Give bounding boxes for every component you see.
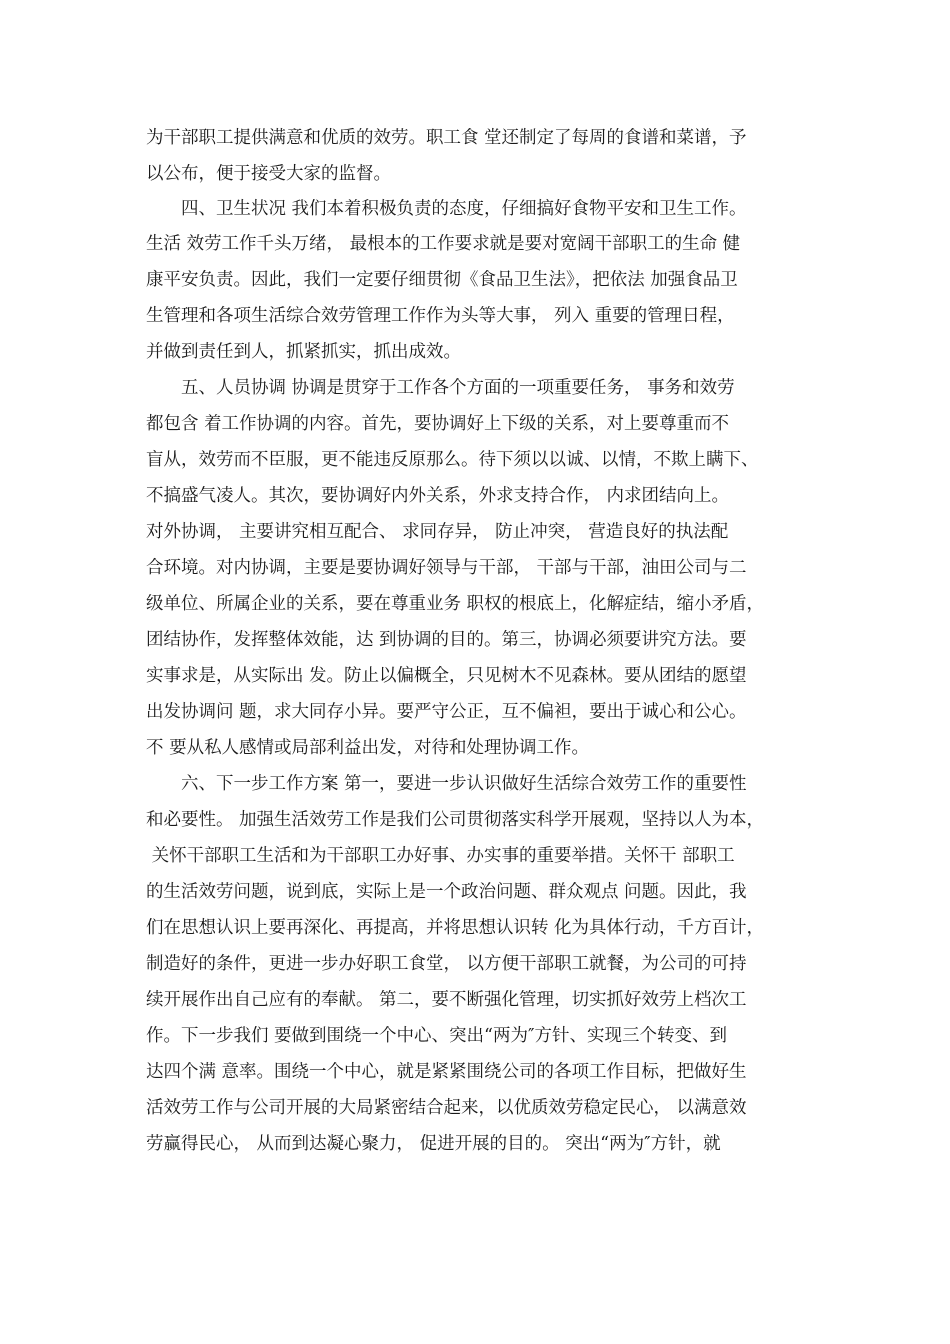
body-text-line: 关怀干部职工生活和为干部职工办好事、办实事的重要举措。关怀干 部职工 [146, 846, 735, 866]
body-text-line: 和必要性。 加强生活效劳工作是我们公司贯彻落实科学开展观，坚持以人为本， [146, 810, 765, 830]
body-text-line: 五、人员协调 协调是贯穿于工作各个方面的一项重要任务， 事务和效劳 [146, 378, 735, 398]
body-text-line: 续开展作出自己应有的奉献。 第二，要不断强化管理，切实抓好效劳上档次工 [146, 990, 747, 1010]
body-text-line: 生管理和各项生活综合效劳管理工作作为头等大事， 列入 重要的管理日程， [146, 306, 735, 326]
body-text-line: 劳赢得民心， 从而到达凝心聚力， 促进开展的目的。 突出“两为″方针，就 [146, 1134, 721, 1154]
body-text-line: 盲从，效劳而不臣服，更不能违反原那么。待下须以以诚、以情，不欺上瞒下、 [146, 450, 759, 470]
body-text-line: 达四个满 意率。围绕一个中心，就是紧紧围绕公司的各项工作目标，把做好生 [146, 1062, 747, 1082]
body-text-line: 活效劳工作与公司开展的大局紧密结合起来，以优质效劳稳定民心， 以满意效 [146, 1098, 747, 1118]
body-text-line: 出发协调问 题，求大同存小异。要严守公正，互不偏袒，要出于诚心和公心。 [146, 702, 747, 722]
body-text-line: 为干部职工提供满意和优质的效劳。职工食 堂还制定了每周的食谱和菜谱，予 [146, 128, 747, 148]
body-text-line: 合环境。对内协调，主要是要协调好领导与干部， 干部与干部，油田公司与二 [146, 558, 747, 578]
body-text-line: 团结协作，发挥整体效能，达 到协调的目的。第三，协调必须要讲究方法。要 [146, 630, 747, 650]
body-text-line: 作。下一步我们 要做到围绕一个中心、突出“两为″方针、实现三个转变、到 [146, 1026, 728, 1046]
body-text-line: 实事求是，从实际出 发。防止以偏概全，只见树木不见森林。要从团结的愿望 [146, 666, 747, 686]
body-text-line: 四、卫生状况 我们本着积极负责的态度，仔细搞好食物平安和卫生工作。 [146, 199, 747, 219]
body-text-line: 对外协调， 主要讲究相互配合、 求同存异， 防止冲突， 营造良好的执法配 [146, 522, 729, 542]
body-text-line: 制造好的条件，更进一步办好职工食堂， 以方便干部职工就餐，为公司的可持 [146, 954, 747, 974]
body-text-line: 生活 效劳工作千头万绪， 最根本的工作要求就是要对宽阔干部职工的生命 健 [146, 234, 741, 254]
body-text-line: 都包含 着工作协调的内容。首先，要协调好上下级的关系，对上要尊重而不 [146, 414, 730, 434]
body-text-line: 不 要从私人感情或局部利益出发，对待和处理协调工作。 [146, 738, 590, 758]
body-text-line: 并做到责任到人，抓紧抓实，抓出成效。 [146, 342, 461, 362]
body-text-line: 们在思想认识上要再深化、再提高，并将思想认识转 化为具体行动，千方百计， [146, 918, 765, 938]
body-text-line: 康平安负责。因此，我们一定要仔细贯彻《食品卫生法》，把依法 加强食品卫 [146, 270, 738, 290]
body-text-line: 级单位、所属企业的关系，要在尊重业务 职权的根底上，化解症结，缩小矛盾， [146, 594, 765, 614]
body-text-line: 以公布，便于接受大家的监督。 [146, 164, 391, 184]
body-text-line: 的生活效劳问题，说到底，实际上是一个政治问题、群众观点 问题。因此，我 [146, 882, 747, 902]
body-text-line: 六、下一步工作方案 第一，要进一步认识做好生活综合效劳工作的重要性 [146, 774, 747, 794]
body-text-line: 不搞盛气凌人。其次，要协调好内外关系，外求支持合作， 内求团结向上。 [146, 486, 730, 506]
